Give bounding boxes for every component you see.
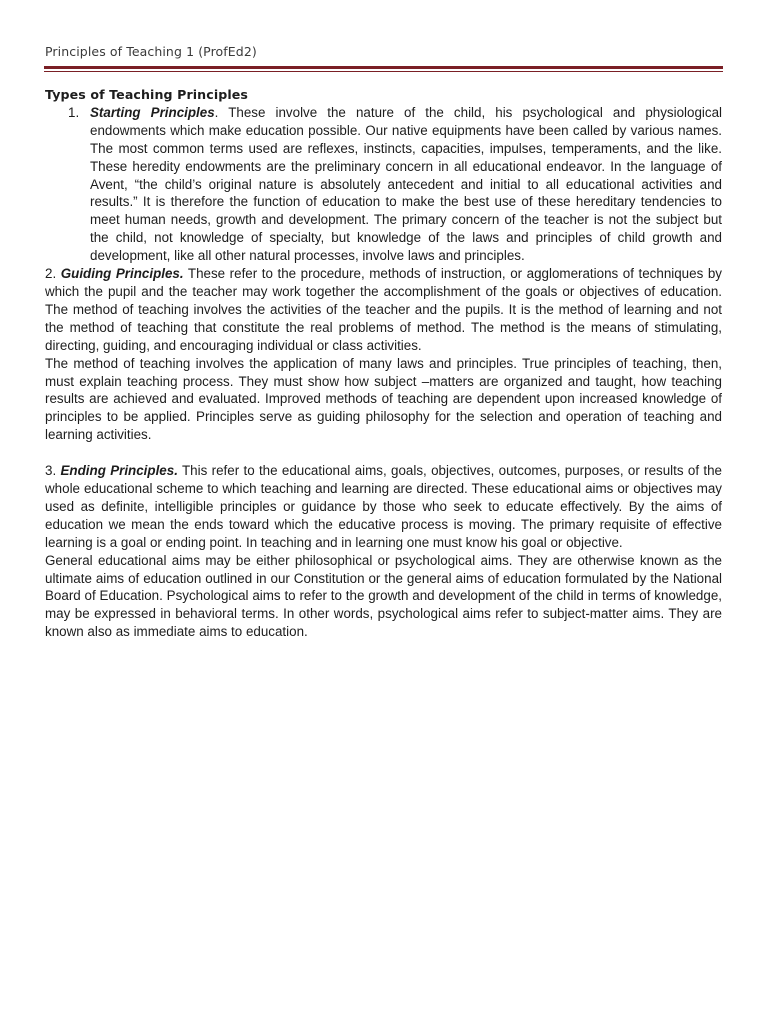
list-item-starting-principles bbox=[45, 104, 722, 265]
header-rule-thick bbox=[44, 66, 723, 69]
term-ending-principles: Ending Principles. bbox=[60, 463, 178, 479]
item-body-text: These refer to the procedure, methods of instruction, or agglomerations of techniques by which the pupil and the teacher may work together the accomplishment of the goals or objectives of education. The method of teaching involves the activities of the teacher and the pupils. It is the method of learning and not the method of teaching that constitute the real problems of method. The method is the means of stimulating, directing, guiding, and encouraging individual or class activities. bbox=[45, 266, 722, 353]
term-guiding-principles: Guiding Principles. bbox=[60, 266, 184, 282]
item-body-text: . These involve the nature of the child, his psychological and physiological endowments which make education possible. Our native equipments have been called by various names. The most common terms used are reflexes, instincts, capacities, impulses, temperaments, and the like. These heredity endowments are the preliminary concern in all educational endeavor. In the language of Avent, “the child’s original nature is absolutely antecedent and initial to all educational activities and results.” It is therefore the function of education to make the best use of these hereditary tendencies to meet human needs, growth and development. The primary concern of the teacher is not the subject but the child, not knowledge of specialty, but knowledge of the laws and principles of child growth and development, like all other natural processes, involve laws and principles. bbox=[90, 104, 722, 264]
list-item-guiding-principles bbox=[45, 265, 722, 355]
running-header: Principles of Teaching 1 (ProfEd2) bbox=[45, 44, 257, 59]
paragraph-spacer bbox=[45, 444, 722, 462]
list-item-ending-principles bbox=[45, 462, 722, 552]
section-heading: Types of Teaching Principles bbox=[45, 87, 249, 102]
item-body-text: This refer to the educational aims, goals, objectives, outcomes, purposes, or results of the whole educational scheme to which teaching and learning are directed. These educational aims or objectives may used as definite, intelligible principles or guidance by those who seek to educate effectively. By the aims of education we mean the ends toward which the educative process is moving. The primary requisite of effective learning is a goal or ending point. In teaching and in learning one must know his goal or objective. bbox=[45, 463, 722, 550]
list-item-number: 1. bbox=[68, 104, 80, 120]
paragraph-ending-continued: General educational aims may be either philosophical or psychological aims. They are otherwise known as the ultimate aims of education outlined in our Constitution or the general aims of education formulated by the National Board of Education. Psychological aims to refer to the growth and development of the child in terms of knowledge, may be expressed in behavioral terms. In other words, psychological aims refer to subject-matter aims. They are known also as immediate aims to education. bbox=[45, 552, 722, 640]
list-item-number: 2. bbox=[45, 266, 57, 282]
paragraph-guiding-continued: The method of teaching involves the application of many laws and principles. True principles of teaching, then, must explain teaching process. They must show how subject –matters are organized and taught, how teaching results are achieved and evaluated. Improved methods of teaching are dependent upon increased knowledge of principles to be applied. Principles serve as guiding philosophy for the selection and operation of teaching and learning activities. bbox=[45, 355, 722, 443]
term-starting-principles: Starting Principles bbox=[90, 104, 215, 120]
header-rule-thin bbox=[44, 71, 723, 72]
list-item-number: 3. bbox=[45, 463, 57, 479]
document-body bbox=[45, 86, 722, 641]
